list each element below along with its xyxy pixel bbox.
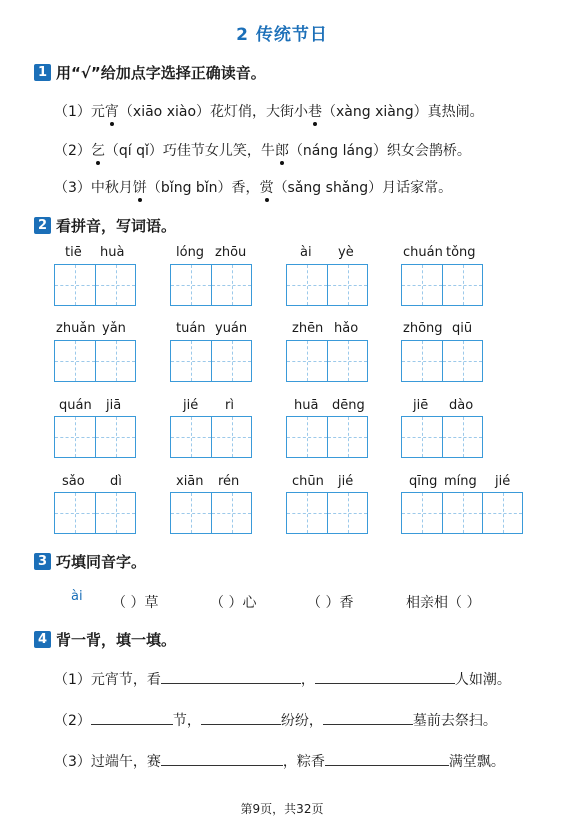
pinyin: sǎo [62,474,85,489]
writing-grid[interactable] [286,416,368,458]
pinyin-choice[interactable]: （xàng xiàng）真热闹。 [322,104,484,120]
pinyin: lóng [176,245,205,260]
pinyin: zhēn [292,321,324,336]
pinyin-choice[interactable]: （bǐng bǐn）香， [146,180,260,196]
fill-blank[interactable] [315,669,455,684]
dotted-char: 乞 [90,143,105,159]
dotted-char: 饼 [132,180,147,196]
pinyin: dì [110,474,122,489]
pinyin: quán [59,398,92,413]
pinyin: yè [338,245,354,260]
writing-grid[interactable] [286,340,368,382]
writing-grid[interactable] [170,416,252,458]
section-2-title: 看拼音，写词语。 [56,217,177,235]
pinyin: dēng [332,398,365,413]
writing-grid[interactable] [170,492,252,534]
fill-blank[interactable] [325,751,449,766]
pinyin: jié [338,474,354,489]
section-1-number: 1 [34,64,51,81]
writing-grid[interactable] [54,492,136,534]
pinyin: chūn [292,474,324,489]
pinyin: huà [100,245,125,260]
s4-line-1: （1）元宵节，看 ， 人如潮。 [54,669,511,689]
pinyin: tiē [65,245,82,260]
pinyin: jiē [413,398,429,413]
page-title: 2 传统节日 [236,25,328,45]
writing-grid[interactable] [170,264,252,306]
s4-line-2: （2） 节， 纷纷， 墓前去祭扫。 [54,710,497,730]
dotted-char: 赏 [259,180,274,196]
pinyin-ai: ài [71,589,83,604]
writing-grid[interactable] [54,416,136,458]
s1-line-2: （2）乞（qí qǐ）巧佳节女儿笑，牛郎（náng láng）织女会鹊桥。 [54,143,471,159]
s1-line-3: （3）中秋月饼（bǐng bǐn）香，赏（sǎng shǎng）月话家常。 [54,180,453,196]
pinyin: yuán [215,321,248,336]
section-3-number: 3 [34,553,51,570]
pinyin: xiān [176,474,204,489]
homophone-blank-3[interactable]: （ ）香 [307,595,354,611]
section-2-number: 2 [34,217,51,234]
writing-grid[interactable] [54,340,136,382]
pinyin: jié [183,398,199,413]
fill-blank[interactable] [161,751,283,766]
pinyin: huā [294,398,319,413]
pinyin: yǎn [102,321,126,336]
writing-grid[interactable] [286,492,368,534]
fill-blank[interactable] [161,669,301,684]
homophone-blank-2[interactable]: （ ）心 [210,595,257,611]
pinyin: míng [444,474,477,489]
pinyin: hǎo [334,321,359,336]
dotted-char: 巷 [308,104,323,120]
pinyin: tuán [176,321,206,336]
writing-grid[interactable] [401,416,483,458]
pinyin-choice[interactable]: （xiāo xiào）花灯俏，大街小 [118,104,309,120]
writing-grid[interactable] [286,264,368,306]
dotted-char: 郎 [274,143,289,159]
fill-blank[interactable] [91,710,173,725]
pinyin: zhuǎn [56,321,96,336]
pinyin: tǒng [446,245,476,260]
page-footer: 第9页，共32页 [240,802,324,816]
homophone-blank-1[interactable]: （ ）草 [112,595,159,611]
pinyin-choice[interactable]: （náng láng）织女会鹊桥。 [288,143,471,159]
pinyin: qīng [409,474,438,489]
section-4-title: 背一背，填一填。 [56,631,177,649]
pinyin: zhōng [403,321,443,336]
section-1-title: 用“√”给加点字选择正确读音。 [56,64,266,82]
pinyin: zhōu [215,245,247,260]
pinyin: rén [218,474,240,489]
pinyin-choice[interactable]: （sǎng shǎng）月话家常。 [273,180,453,196]
homophone-blank-4[interactable]: 相亲相（ ） [406,595,481,611]
s4-line-3: （3）过端午，赛 ，粽香 满堂飘。 [54,751,505,771]
section-4-number: 4 [34,631,51,648]
s1-line-1: （1）元宵（xiāo xiào）花灯俏，大街小巷（xàng xiàng）真热闹。 [54,104,484,120]
pinyin: rì [225,398,234,413]
writing-grid[interactable] [401,492,523,534]
pinyin: ài [300,245,312,260]
fill-blank[interactable] [201,710,281,725]
writing-grid[interactable] [401,340,483,382]
pinyin: chuán [403,245,443,260]
writing-grid[interactable] [401,264,483,306]
pinyin: qiū [452,321,473,336]
writing-grid[interactable] [54,264,136,306]
pinyin: jié [495,474,511,489]
section-3-title: 巧填同音字。 [56,553,147,571]
writing-grid[interactable] [170,340,252,382]
fill-blank[interactable] [323,710,413,725]
pinyin: dào [449,398,474,413]
dotted-char: 宵 [104,104,119,120]
pinyin: jiā [106,398,122,413]
pinyin-choice[interactable]: （qí qǐ）巧佳节女儿笑，牛 [104,143,275,159]
